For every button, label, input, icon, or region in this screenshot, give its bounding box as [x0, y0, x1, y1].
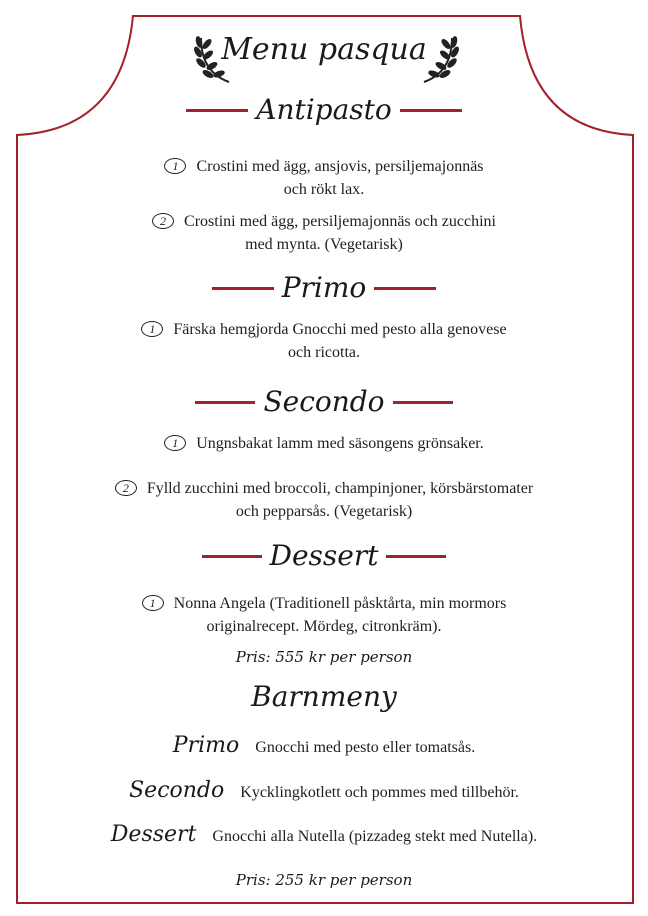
item-line: med mynta. (Vegetarisk) — [245, 236, 403, 253]
heading-rule-right — [386, 555, 446, 558]
heading-text: Antipasto — [256, 93, 392, 126]
kids-item — [0, 822, 648, 847]
number-badge: 1 — [164, 435, 186, 451]
item-line: Crostini med ägg, persiljemajonnäs och zucchini — [184, 213, 496, 230]
menu-item — [0, 432, 648, 455]
item-line: Färska hemgjorda Gnocchi med pesto alla genovese — [173, 321, 507, 338]
item-line: och rökt lax. — [283, 181, 365, 198]
number-badge: 1 — [142, 595, 164, 611]
section-heading-secondo — [0, 384, 648, 420]
heading-text: Secondo — [263, 385, 385, 418]
heading-rule-right — [393, 401, 453, 404]
heading-rule-left — [186, 109, 248, 112]
heading-rule-left — [202, 555, 262, 558]
kids-item-text: Gnocchi med pesto eller tomatsås. — [255, 739, 476, 756]
item-line: Fylld zucchini med broccoli, champinjoner, körsbärstomater — [146, 480, 534, 497]
heading-rule-left — [212, 287, 274, 290]
menu-item — [0, 477, 648, 523]
item-line: och pepparsås. (Vegetarisk) — [235, 503, 413, 520]
heading-text: Primo — [281, 271, 367, 304]
item-line: och ricotta. — [288, 344, 360, 361]
heading-rule-right — [374, 287, 436, 290]
kids-item-text: Kycklingkotlett och pommes med tillbehör. — [240, 784, 519, 801]
kids-menu-title: Barnmeny — [251, 680, 397, 713]
kids-item-label: Secondo — [129, 778, 225, 803]
item-line: Ungnsbakat lamm med säsongens grönsaker. — [196, 435, 484, 452]
kids-item — [0, 733, 648, 758]
section-heading-antipasto — [0, 92, 648, 128]
number-badge: 2 — [152, 213, 174, 229]
item-line: Crostini med ägg, ansjovis, persiljemajonnäs — [196, 158, 484, 175]
menu-item — [0, 592, 648, 638]
kids-item-text: Gnocchi alla Nutella (pizzadeg stekt med Nutella). — [212, 828, 538, 845]
heading-rule-left — [195, 401, 255, 404]
heading-rule-right — [400, 109, 462, 112]
menu-title: Menu pasqua — [221, 32, 427, 67]
kids-item-label: Primo — [172, 733, 240, 758]
menu-item — [0, 210, 648, 256]
section-heading-dessert — [0, 538, 648, 574]
price-kids: Pris: 255 kr per person — [235, 871, 413, 889]
price-main: Pris: 555 kr per person — [235, 648, 413, 666]
number-badge: 1 — [164, 158, 186, 174]
number-badge: 1 — [141, 321, 163, 337]
item-line: originalrecept. Mördeg, citronkräm). — [206, 618, 442, 635]
menu-item — [0, 155, 648, 201]
section-heading-primo — [0, 270, 648, 306]
kids-item — [0, 778, 648, 803]
number-badge: 2 — [115, 480, 137, 496]
menu-item — [0, 318, 648, 364]
kids-item-label: Dessert — [110, 822, 197, 847]
item-line: Nonna Angela (Traditionell påsktårta, min mormors — [173, 595, 507, 612]
heading-text: Dessert — [269, 539, 379, 572]
